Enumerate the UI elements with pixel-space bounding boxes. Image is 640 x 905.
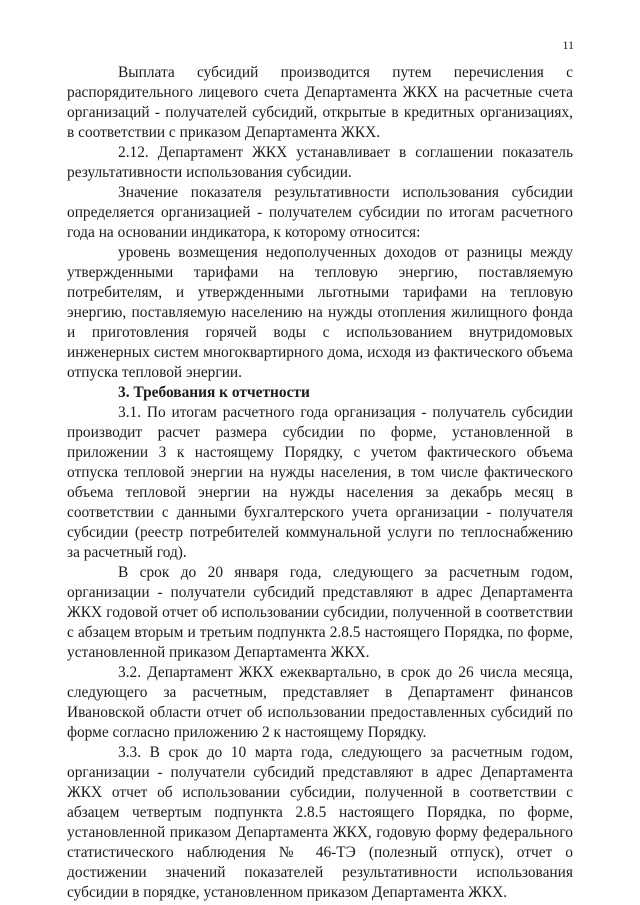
page-number: 11 [562,38,574,52]
paragraph-annual-report-deadline: В срок до 20 января года, следующего за расчетным годом, организации - получатели субсидий представляют в адрес Департамента ЖКХ годовой отчет об использовании субсидии, полученной в соответствии с абзацем вторым и третьим подпункта 2.8.5 настоящего Порядка, по форме, установленной приказом Департамента ЖКХ. [67,564,573,661]
paragraph-3-3: 3.3. В срок до 10 марта года, следующего за расчетным годом, организации - получатели субсидий представляют в адрес Департамента ЖКХ отчет об использовании субсидии, полученной в соответствии с абзацем четвертым подпункта 2.8.5 настоящего Порядка, по форме, установленной приказом Департамента ЖКХ, годовую форму федерального статистического наблюдения № 46-ТЭ (полезный отпуск), отчет о достижении значений показателей результативности использования субсидии в порядке, установленном приказом Департамента ЖКХ. [67,744,573,901]
section-heading: 3. Требования к отчетности [118,384,310,401]
paragraph-indicator-value: Значение показателя результативности использования субсидии определяется организацией - получателем субсидии по итогам расчетного года на основании индикатора, к которому относится: [67,184,573,241]
paragraph-2-12: 2.12. Департамент ЖКХ устанавливает в соглашении показатель результативности использования субсидии. [67,144,573,181]
paragraph-compensation-level: уровень возмещения недополученных доходов от разницы между утвержденными тарифами на тепловую энергию, поставляемую потребителям, и утвержденными льготными тарифами на тепловую энергию, поставляемую населению на нужды отопления жилищного фонда и приготовления горячей воды с использованием внутридомовых инженерных систем многоквартирного дома, исходя из фактического объема отпуска тепловой энергии. [67,244,573,381]
paragraph-3-2: 3.2. Департамент ЖКХ ежеквартально, в срок до 26 числа месяца, следующего за расчетным, представляет в Департамент финансов Ивановской области отчет об использовании предоставленных субсидий по форме согласно приложению 2 к настоящему Порядку. [67,664,573,741]
paragraph-subsidy-payment: Выплата субсидий производится путем перечисления с распорядительного лицевого счета Департамента ЖКХ на расчетные счета организаций - получателей субсидий, открытые в кредитных организациях, в соответствии с приказом Департамента ЖКХ. [67,64,573,141]
document-body [67,63,573,903]
paragraph-3-1: 3.1. По итогам расчетного года организация - получатель субсидии производит расчет размера субсидии по форме, установленной в приложении 3 к настоящему Порядку, с учетом фактического объема отпуска тепловой энергии на нужды населения, в том числе фактического объема тепловой энергии на нужды населения за декабрь месяц в соответствии с данными бухгалтерского учета организации - получателя субсидии (реестр потребителей коммунальной услуги по теплоснабжению за расчетный год). [67,404,573,561]
